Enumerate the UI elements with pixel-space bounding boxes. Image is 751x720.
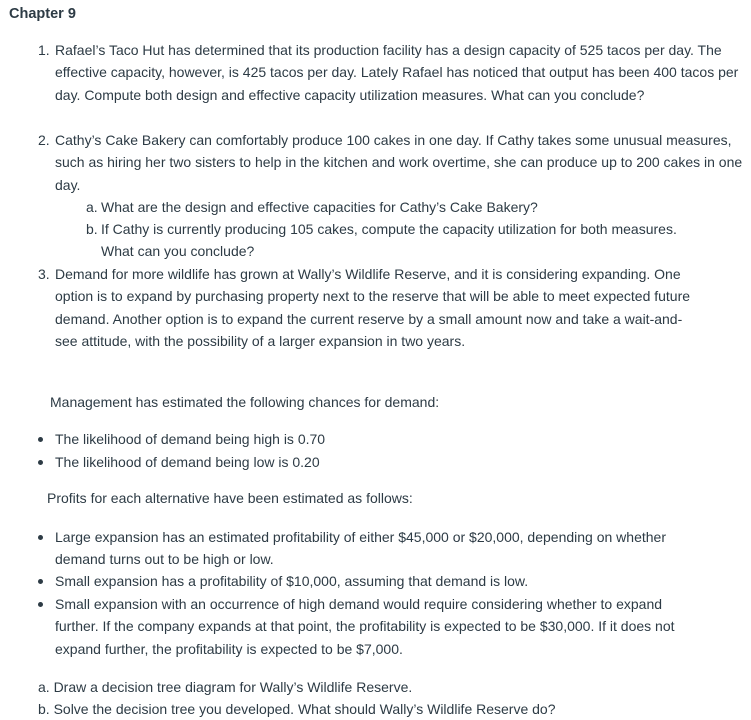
bullet-text: Large expansion has an estimated profitability of either $45,000 or $20,000, depending on whether demand turns out to be high or low.	[55, 529, 666, 568]
subquestion-text: What are the design and effective capacities for Cathy’s Cake Bakery?	[101, 199, 538, 215]
question-3	[38, 263, 693, 353]
task-a: a. Draw a decision tree diagram for Wally’s Wildlife Reserve.	[38, 679, 413, 695]
bullet-dot	[38, 579, 43, 584]
question-2	[38, 129, 743, 196]
question-text: Rafael’s Taco Hut has determined that its production facility has a design capacity of 525 tacos per day. The effective capacity, however, is 425 tacos per day. Lately Rafael has noticed that output has been 400 tacos per day. Compute both design and effective capacity utilization measures. What can you conclude?	[55, 42, 739, 103]
bullet-dot	[38, 460, 43, 465]
task-b: b. Solve the decision tree you developed. What should Wally’s Wildlife Reserve do?	[38, 701, 556, 717]
profit-bullet	[38, 570, 743, 592]
bullet-text: Small expansion has a profitability of $10,000, assuming that demand is low.	[55, 573, 529, 589]
chapter-title: Chapter 9	[9, 6, 76, 22]
profits-intro: Profits for each alternative have been estimated as follows:	[47, 490, 413, 506]
question-2a	[86, 196, 726, 218]
bullet-dot	[38, 602, 43, 607]
bullet-text: The likelihood of demand being high is 0.70	[55, 431, 326, 447]
demand-intro: Management has estimated the following chances for demand:	[50, 394, 440, 410]
demand-bullet	[38, 451, 743, 473]
question-number: 3.	[38, 266, 50, 282]
question-text: Demand for more wildlife has grown at Wally’s Wildlife Reserve, and it is considering expanding. One option is to expand by purchasing property next to the reserve that will be able to meet expected future demand. Another option is to expand the current reserve by a small amount now and take a wait-and-see attitude, with the possibility of a larger expansion in two years.	[55, 266, 691, 350]
subquestion-letter: a.	[86, 199, 98, 215]
question-1	[38, 39, 743, 106]
bullet-text: The likelihood of demand being low is 0.20	[55, 454, 320, 470]
bullet-text: Small expansion with an occurrence of high demand would require considering whether to expand further. If the company expands at that point, the profitability is expected to be $30,000. If it does not expand further, the profitability is expected to be $7,000.	[55, 596, 675, 657]
bullet-dot	[38, 535, 43, 540]
question-number: 2.	[38, 132, 50, 148]
question-text: Cathy’s Cake Bakery can comfortably produce 100 cakes in one day. If Cathy takes some unusual measures, such as hiring her two sisters to help in the kitchen and work overtime, she can produce up to 200 cakes in one day.	[55, 132, 743, 193]
demand-bullet	[38, 428, 743, 450]
profit-bullet	[38, 593, 688, 660]
bullet-dot	[38, 437, 43, 442]
subquestion-text: If Cathy is currently producing 105 cakes, compute the capacity utilization for both measures. What can you conclude?	[101, 221, 677, 260]
subquestion-letter: b.	[86, 221, 98, 237]
question-number: 1.	[38, 42, 50, 58]
question-2b	[86, 218, 686, 263]
profit-bullet	[38, 526, 688, 571]
